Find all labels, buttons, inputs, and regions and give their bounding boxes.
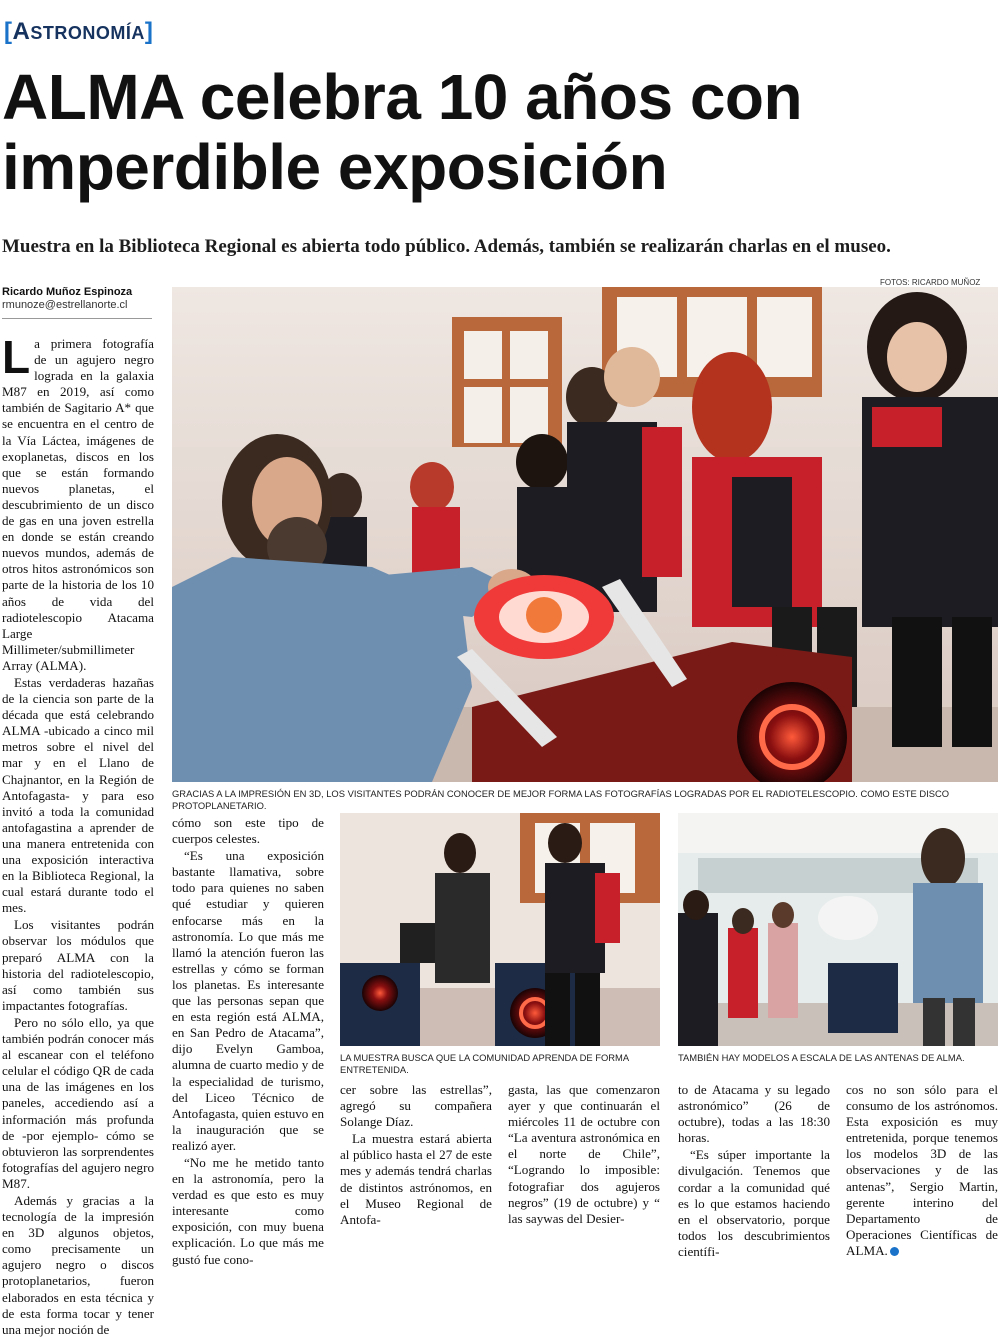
- paragraph-11: gasta, las que comenzaron ayer y que continuarán el miércoles 11 de octubre con “La aventura astronómica en el norte de Chile”, “Logrando lo imposible: fotografiar dos agujeros negros” (19 de octubre) y “ las saywas del Desier-: [508, 1082, 660, 1226]
- article-column-4: [508, 1082, 660, 1228]
- photo-credit: FOTOS: RICARDO MUÑOZ: [880, 278, 981, 287]
- paragraph-13: “Es súper importante la divulgación. Tenemos que cordar a la comunidad qué es lo que estamos haciendo en el observatorio, porque todos los descubrimientos científi-: [678, 1147, 830, 1259]
- section-label: [ASTRONOMÍA]: [4, 18, 154, 45]
- paragraph-10: La muestra estará abierta al público hasta el 27 de este mes y además tendrá charlas de distintos astrónomos, en el Museo Regional de Antofa-: [340, 1131, 492, 1227]
- article-column-5: [678, 1082, 830, 1261]
- subheadline: Muestra en la Biblioteca Regional es abierta todo público. Además, también se realizarán charlas en el museo.: [2, 236, 891, 257]
- article-column-3: [340, 1082, 492, 1229]
- paragraph-14: cos no son sólo para el consumo de los astrónomos. Esta exposición es muy entretenida, porque tenemos los modelos 3D de las observaciones y de las antenas”, Sergio Martin, gerente interino del Departamento de Operaciones Científicas de ALMA.: [846, 1082, 998, 1258]
- headline: [2, 62, 992, 202]
- article-column-1: [2, 331, 154, 1339]
- headline-line-1: ALMA celebra 10 años con: [2, 61, 803, 133]
- main-photo: [172, 287, 998, 782]
- byline-divider: [2, 318, 152, 319]
- right-photo-caption: TAMBIÉN HAY MODELOS A ESCALA DE LAS ANTENAS DE ALMA.: [678, 1052, 965, 1063]
- paragraph-1: a primera fotografía de un agujero negro lograda en la galaxia M87 en 2019, así como también de Sagitario A* que se encuentra en el centro de la Vía Láctea, imágenes de exoplanetas, discos en los que se están formando nuevos planetas, el descubrimiento de un disco de gas en una joven estrella en donde se están creando nuevos mundos, además de otros hitos astronómicos son parte de la historia de los 10 años de vida del radiotelescopio Atacama Large Millimeter/submillimeter Array (ALMA).: [2, 336, 154, 673]
- exhibit-photo-left: [340, 813, 660, 1046]
- drop-cap: L: [2, 331, 31, 383]
- paragraph-7: “Es una exposición bastante llamativa, sobre todo para quienes no saben qué estudiar y quieren enfocarse más en la astronomía. Lo que más me llamó la atención fueron las estrellas y cómo se forman los planetas. Es interesante que las personas sepan que en esta región está ALMA, en San Pedro de Atacama”, dijo Evelyn Gamboa, alumna de cuarto medio y de la especialidad de turismo, del Liceo Técnico de Antofagasta, quien estuvo en la inauguración que se realizó ayer.: [172, 848, 324, 1153]
- paragraph-6: cómo son este tipo de cuerpos celestes.: [172, 815, 324, 847]
- paragraph-9: cer sobre las estrellas”, agregó su compañera Solange Díaz.: [340, 1082, 492, 1130]
- paragraph-2: Estas verdaderas hazañas de la ciencia son parte de la década que está celebrando ALMA -ubicado a cinco mil metros sobre el nivel del mar y en el Llano de Chajnantor, en la Región de Antofagasta- y para eso invitó a toda la comunidad antofagastina a aprender de una manera entretenida con una exposición interactiva en la Biblioteca Regional, la cual estará durante todo el mes.: [2, 674, 154, 916]
- left-photo-caption: LA MUESTRA BUSCA QUE LA COMUNIDAD APRENDA DE FORMA ENTRETENIDA.: [340, 1052, 629, 1075]
- article-column-2: [172, 815, 324, 1269]
- paragraph-5: Además y gracias a la tecnología de la impresión en 3D algunos objetos, como precisamente un agujero negro o discos protoplanetarios, fueron elaborados en esta técnica y de esta forma tocar y tener una mejor noción de: [2, 1192, 154, 1337]
- main-photo-caption: GRACIAS A LA IMPRESIÓN EN 3D, LOS VISITANTES PODRÁN CONOCER DE MEJOR FORMA LAS FOTOGRAFÍAS LOGRADAS POR EL RADIOTELESCOPIO. COMO ESTE DISCO PROTOPLANETARIO.: [172, 788, 950, 811]
- paragraph-8: “No me he metido tanto en la astronomía, pero la verdad es que esto es muy interesante como exposición, con muy buena explicación. Lo que más me gustó fue cono-: [172, 1154, 324, 1267]
- paragraph-3: Los visitantes podrán observar los módulos que preparó ALMA con la historia del radiotelescopio, así como también sus impactantes fotografías.: [2, 917, 154, 1013]
- exhibit-photo-right: [678, 813, 998, 1046]
- end-of-article-icon: [890, 1247, 899, 1256]
- paragraph-4: Pero no sólo ello, ya que también podrán conocer más al escanear con el teléfono celular el código QR de cada una de las imágenes en los paneles, accediendo así a información más profunda de -por ejemplo- cómo se obtuvieron las sorprendentes fotografías del agujero negro M87.: [2, 1014, 154, 1191]
- headline-line-2: imperdible exposición: [2, 131, 668, 203]
- byline-email: rmunoze@estrellanorte.cl: [2, 299, 128, 311]
- byline-name: Ricardo Muñoz Espinoza: [2, 286, 133, 298]
- paragraph-12: to de Atacama y su legado astronómico” (26 de octubre), todas a las 18:30 horas.: [678, 1082, 830, 1146]
- article-column-6: [846, 1082, 998, 1260]
